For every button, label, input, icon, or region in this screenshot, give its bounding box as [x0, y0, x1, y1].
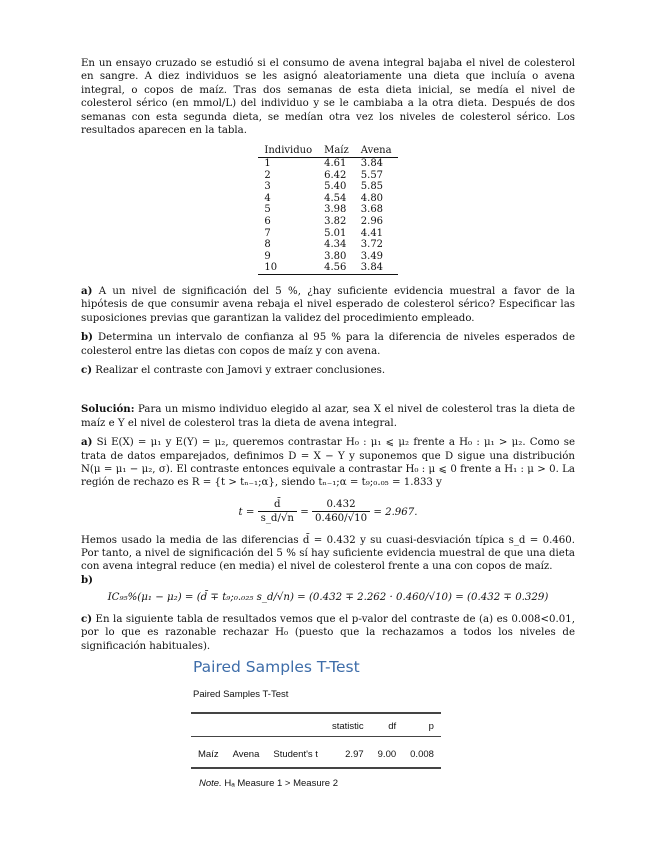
table-cell: 3 — [264, 181, 271, 193]
table-cell: 6 — [264, 216, 271, 227]
confidence-interval-equation: IC₉₅%(μ₁ − μ₂) = (d̄ ∓ t₉;₀.₀₂₅ s_d/√n) = (0.432 ∓ 2.262 · 0.460/√10) = (0.432 ∓ 0.329) — [107, 592, 549, 604]
question-b: b) Determina un intervalo de confianza al 95 % para la diferencia de niveles esperados de colesterol entre las dietas con copos de maíz y con avena. — [81, 331, 575, 357]
jamovi-cell: Student's t — [266, 737, 325, 768]
jamovi-cell: 0.008 — [403, 737, 441, 768]
table-cell: 3.49 — [360, 250, 384, 262]
jamovi-header — [266, 713, 325, 737]
jamovi-header: statistic — [325, 713, 371, 737]
table-row — [258, 216, 397, 228]
jamovi-header — [191, 713, 226, 737]
table-cell: 5.40 — [324, 181, 347, 193]
table-cell: 5.57 — [360, 169, 384, 181]
jamovi-header: p — [403, 713, 441, 737]
table-cell: 3.68 — [360, 204, 384, 216]
jamovi-title: Paired Samples T-Test — [193, 657, 360, 676]
table-cell: 3.80 — [324, 250, 347, 262]
table-cell: 10 — [258, 262, 318, 274]
table-cell: 4.61 — [324, 158, 347, 170]
table-row — [258, 204, 397, 216]
table-cell: 5 — [264, 204, 271, 216]
table-cell: 3.72 — [360, 239, 384, 251]
table-cell: 9 — [264, 250, 271, 262]
jamovi-cell: Maíz — [191, 737, 226, 768]
document-page — [81, 57, 575, 790]
jamovi-header-row — [191, 713, 441, 737]
table-cell: 2.96 — [360, 216, 384, 227]
table-cell: 6.42 — [324, 169, 347, 181]
table-header-row — [258, 145, 397, 157]
table-cell: 4.41 — [360, 227, 384, 239]
table-cell: 5.85 — [360, 181, 384, 193]
table-row — [258, 193, 397, 205]
table-cell: 4.80 — [360, 192, 384, 204]
table-cell: 3.84 — [355, 262, 398, 274]
jamovi-subtitle: Paired Samples T-Test — [193, 689, 289, 701]
solution-intro: Solución: Para un mismo individuo elegido al azar, sea X el nivel de colesterol tras la dieta de maíz e Y el nivel de colesterol tras la dieta de avena integral. — [81, 403, 575, 429]
table-row — [258, 262, 397, 274]
jamovi-cell: 9.00 — [371, 737, 404, 768]
table-cell: 4.56 — [318, 262, 355, 274]
solution-b-label: b) — [81, 573, 93, 586]
table-row — [258, 158, 397, 170]
table-cell: 7 — [264, 227, 271, 239]
table-cell: 4.34 — [324, 239, 347, 251]
table-cell: 3.82 — [324, 216, 347, 227]
jamovi-header — [226, 713, 267, 737]
table-header: Avena — [355, 145, 398, 157]
table-row — [258, 251, 397, 263]
table-cell: 4.54 — [324, 192, 347, 204]
table-cell: 3.84 — [360, 158, 384, 170]
question-a: a) A un nivel de significación del 5 %, ¿hay suficiente evidencia muestral a favor de la hipótesis de que consumir avena rebaja el nivel esperado de colesterol sérico? Especificar las suposiciones previas que garantizan la validez del procedimiento empleado. — [81, 284, 576, 324]
question-c: c) Realizar el contraste con Jamovi y extraer conclusiones. — [81, 364, 386, 376]
solution-a: a) Si E(X) = μ₁ y E(Y) = μ₂, queremos contrastar H₀ : μ₁ ⩽ μ₂ frente a H₀ : μ₁ > μ₂. Como se trata de datos emparejados, definimos D = X − Y y suponemos que D sigue una distribución N(μ = μ₁ − μ₂, σ). El contraste entonces equivale a contrastar H₀ : μ ⩽ 0 frente a H₁ : μ > 0. La región de rechazo es R = {t > tₙ₋₁;α}, siendo tₙ₋₁;α = t₉;₀.₀₅ = 1.833 y — [81, 436, 575, 489]
cholesterol-table — [258, 145, 397, 275]
jamovi-header: df — [371, 713, 404, 737]
jamovi-cell: 2.97 — [325, 737, 371, 768]
table-cell: 3.98 — [324, 204, 347, 216]
table-cell: 1 — [264, 158, 271, 170]
table-row — [258, 239, 397, 251]
jamovi-results-table — [191, 712, 441, 769]
solution-a-conclusion: Hemos usado la media de las diferencias d̄ = 0.432 y su cuasi-desviación típica s_d = 0.460. Por tanto, a nivel de significación del 5 % sí hay suficiente evidencia muestral de que una dieta con avena integral reduce (en media) el nivel de colesterol frente a una con copos de maíz. — [81, 534, 575, 573]
table-header: Individuo — [258, 145, 318, 157]
table-cell: 2 — [264, 169, 271, 181]
table-cell: 8 — [264, 239, 271, 251]
jamovi-note: Note. Hₐ Measure 1 > Measure 2 — [199, 777, 338, 789]
jamovi-row — [191, 737, 441, 768]
table-row — [258, 170, 397, 182]
table-header: Maíz — [318, 145, 355, 157]
intro-paragraph: En un ensayo cruzado se estudió si el consumo de avena integral bajaba el nivel de colesterol en sangre. A diez individuos se les asignó aleatoriamente una dieta que incluía o avena integral, o copos de maíz. Tras dos semanas de esta dieta inicial, se medía el nivel de colesterol sérico (en mmol/L) del individuo y se le cambiaba a la otra dieta. Después de dos semanas con esta segunda dieta, se medían otra vez los niveles de colesterol sérico. Los resultados aparecen en la tabla. — [81, 58, 575, 137]
table-cell: 5.01 — [324, 227, 347, 239]
table-row — [258, 228, 397, 240]
solution-c: c) En la siguiente tabla de resultados vemos que el p-valor del contraste de (a) es 0.008<0.01, por lo que es razonable rechazar H₀ (puesto que la rechazamos a todos los niveles de significación habituales). — [81, 612, 575, 652]
table-row — [258, 181, 397, 193]
t-statistic-equation: t = $\frac{d̄}{s\_d/√n}$ = $\frac{0.432}{0.460/√10}$ = 2.967. — [238, 498, 418, 525]
table-cell: 4 — [264, 192, 271, 204]
jamovi-cell: Avena — [226, 737, 267, 768]
